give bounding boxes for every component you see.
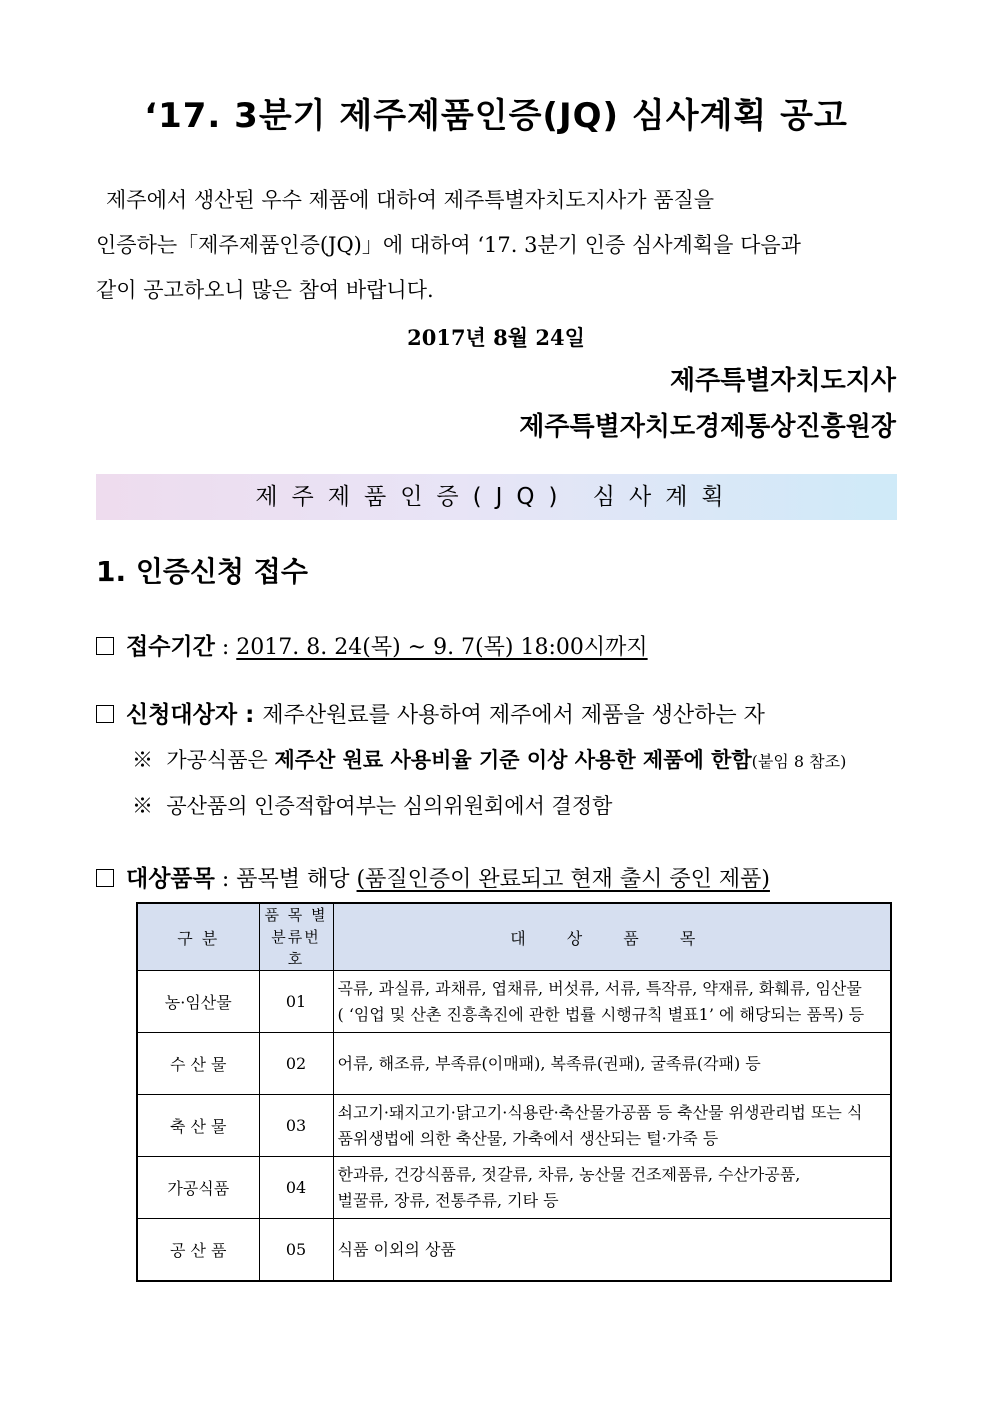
items-row: [96, 860, 770, 893]
checkbox-square-icon: [96, 705, 114, 723]
section-heading: 1. 인증신청 접수: [96, 555, 308, 588]
items-label: 대상품목: [126, 866, 215, 892]
row-code: 02: [259, 1033, 333, 1095]
row-description: [333, 1157, 891, 1219]
note-suffix: (붙임 8 참조): [751, 752, 847, 771]
intro-paragraph: [96, 178, 898, 313]
items-separator: :: [214, 867, 237, 892]
row-code: 04: [259, 1157, 333, 1219]
checkbox-square-icon: [96, 637, 114, 655]
note-text: 공산품의 인증적합여부는 심의위원회에서 결정함: [166, 794, 613, 818]
table-row: [137, 1033, 891, 1095]
row-category: 농·임산물: [137, 971, 259, 1033]
header-description-text: 대 상 품 목: [510, 928, 714, 948]
row-category: 수 산 물: [137, 1033, 259, 1095]
period-row: [96, 628, 648, 661]
row-description: [333, 1219, 891, 1282]
row-description-line: 식품 이외의 상품: [337, 1239, 456, 1259]
applicant-label: 신청대상자 :: [126, 702, 263, 728]
row-description-line: 품위생법에 의한 축산물, 가축에서 생산되는 털·가죽 등: [337, 1128, 719, 1148]
header-description: [333, 903, 891, 971]
signatory-agency: 제주특별자치도경제통상진흥원장: [519, 412, 896, 442]
intro-line: 인증하는「제주제품인증(JQ)」에 대하여 ‘17. 3분기 인증 심사계획을 다음과: [96, 233, 801, 257]
header-code-line: 분류번호: [271, 928, 321, 968]
items-table: [136, 902, 892, 1282]
row-description: [333, 971, 891, 1033]
section-banner: 제주제품인증(JQ) 심사계획: [96, 474, 897, 520]
intro-line: 같이 공고하오니 많은 참여 바랍니다.: [96, 278, 434, 302]
intro-line: 제주에서 생산된 우수 제품에 대하여 제주특별자치도지사가 품질을: [106, 188, 715, 212]
row-category: 공 산 품: [137, 1219, 259, 1282]
items-value: 품목별 해당: [236, 867, 357, 892]
table-row: [137, 1095, 891, 1157]
applicant-row: [96, 696, 765, 729]
header-code-line: 품 목 별: [264, 906, 328, 924]
header-code: [259, 903, 333, 971]
signatory-governor: 제주특별자치도지사: [669, 366, 896, 396]
row-description-line: 쇠고기·돼지고기·닭고기·식용란·축산물가공품 등 축산물 위생관리법 또는 식: [337, 1102, 863, 1122]
items-underlined: (품질인증이 완료되고 현재 출시 중인 제품): [356, 867, 770, 892]
note-prefix: 가공식품은: [166, 748, 275, 772]
page-title: ‘17. 3분기 제주제품인증(JQ) 심사계획 공고: [144, 96, 848, 136]
notice-date: 2017년 8월 24일: [407, 325, 585, 350]
table-header-row: [137, 903, 891, 971]
row-description-line: 벌꿀류, 장류, 전통주류, 기타 등: [337, 1190, 559, 1210]
row-code: 01: [259, 971, 333, 1033]
period-label: 접수기간: [126, 634, 215, 660]
table-row: [137, 1219, 891, 1282]
note-processed-food: [132, 744, 846, 774]
table-row: [137, 971, 891, 1033]
table-row: [137, 1157, 891, 1219]
checkbox-square-icon: [96, 869, 114, 887]
reference-mark-icon: ※: [132, 748, 153, 772]
row-description: [333, 1033, 891, 1095]
reference-mark-icon: ※: [132, 794, 153, 818]
row-description-line: 한과류, 건강식품류, 젓갈류, 차류, 농산물 건조제품류, 수산가공품,: [337, 1164, 801, 1184]
row-category: 가공식품: [137, 1157, 259, 1219]
row-description-line: ( ‘임업 및 산촌 진흥촉진에 관한 법률 시행규칙 별표1’ 에 해당되는 품목) 등: [337, 1004, 865, 1024]
row-code: 03: [259, 1095, 333, 1157]
note-strong: 제주산 원료 사용비율 기준 이상 사용한 제품에 한함: [274, 747, 752, 772]
header-category: 구 분: [137, 903, 259, 971]
row-code: 05: [259, 1219, 333, 1282]
note-industrial: [132, 790, 612, 820]
applicant-value: 제주산원료를 사용하여 제주에서 제품을 생산하는 자: [262, 703, 765, 728]
period-value: 2017. 8. 24(목) ~ 9. 7(목) 18:00시까지: [236, 635, 648, 660]
row-description-line: 어류, 해조류, 부족류(이매패), 복족류(권패), 굴족류(각패) 등: [337, 1053, 761, 1073]
row-description-line: 곡류, 과실류, 과채류, 엽채류, 버섯류, 서류, 특작류, 약재류, 화훼류, 임산물: [337, 978, 862, 998]
period-separator: :: [214, 635, 237, 660]
row-category: 축 산 물: [137, 1095, 259, 1157]
row-description: [333, 1095, 891, 1157]
